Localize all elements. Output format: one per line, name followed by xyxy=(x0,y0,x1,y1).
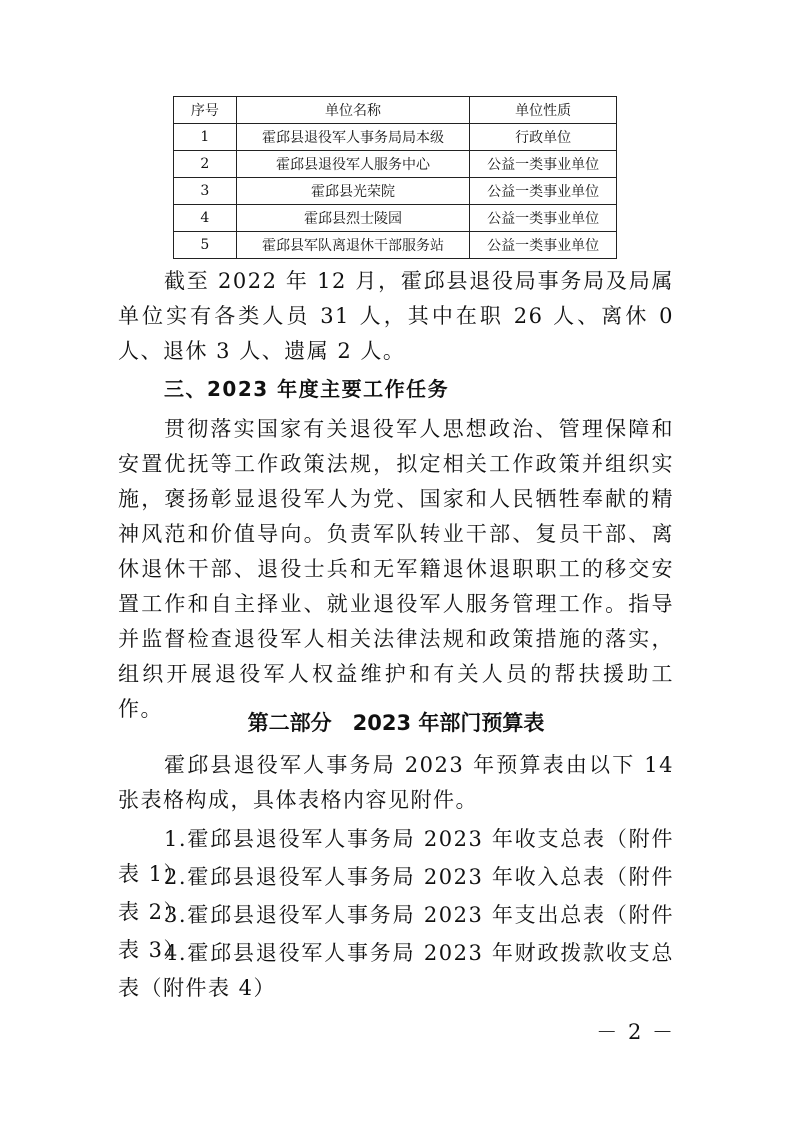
section3-heading: 三、2023 年度主要工作任务 xyxy=(164,377,450,401)
table-row xyxy=(174,205,617,232)
list-item: 4.霍邱县退役军人事务局 2023 年财政拨款收支总表（附件表 4） xyxy=(118,941,674,1000)
cell-unit-type: 公益一类事业单位 xyxy=(470,151,617,178)
cell-unit-type: 公益一类事业单位 xyxy=(470,232,617,259)
part2-intro: 霍邱县退役军人事务局 2023 年预算表由以下 14 张表格构成，具体表格内容见附件。 xyxy=(118,753,674,812)
table-row xyxy=(174,151,617,178)
staff-paragraph: 截至 2022 年 12 月，霍邱县退役局事务局及局属单位实有各类人员 31 人，其中在职 26 人、离休 0 人、退休 3 人、遗属 2 人。 xyxy=(118,269,674,363)
list-item: 2.霍邱县退役军人事务局 2023 年收入总表（附件表 2） xyxy=(118,865,674,924)
cell-index: 2 xyxy=(174,151,237,178)
section3-paragraph: 贯彻落实国家有关退役军人思想政治、管理保障和安置优抚等工作政策法规，拟定相关工作政策并组织实施，褒扬彰显退役军人为党、国家和人民牺牲奉献的精神风范和价值导向。负责军队转业干部、复员干部、离休退休干部、退役士兵和无军籍退休退职职工的移交安置工作和自主择业、就业退役军人服务管理工作。指导并监督检查退役军人相关法律法规和政策措施的落实，组织开展退役军人权益维护和有关人员的帮扶援助工作。 xyxy=(118,417,674,721)
cell-index: 4 xyxy=(174,205,237,232)
cell-unit-name: 霍邱县烈士陵园 xyxy=(236,205,470,232)
unit-table xyxy=(173,96,617,259)
cell-index: 3 xyxy=(174,178,237,205)
list-item: 3.霍邱县退役军人事务局 2023 年支出总表（附件表 3） xyxy=(118,903,674,962)
list-item: 1.霍邱县退役军人事务局 2023 年收支总表（附件表 1） xyxy=(118,827,674,886)
cell-unit-type: 公益一类事业单位 xyxy=(470,205,617,232)
cell-unit-name: 霍邱县退役军人事务局局本级 xyxy=(236,124,470,151)
page-number: － 2 － xyxy=(596,1020,675,1044)
table-row xyxy=(174,232,617,259)
cell-unit-type: 公益一类事业单位 xyxy=(470,178,617,205)
cell-index: 5 xyxy=(174,232,237,259)
table-row xyxy=(174,178,617,205)
cell-unit-name: 霍邱县军队离退休干部服务站 xyxy=(236,232,470,259)
header-index: 序号 xyxy=(174,97,237,124)
header-unit-name: 单位名称 xyxy=(236,97,470,124)
cell-unit-name: 霍邱县光荣院 xyxy=(236,178,470,205)
table-header-row xyxy=(174,97,617,124)
cell-unit-type: 行政单位 xyxy=(470,124,617,151)
part2-title: 第二部分 2023 年部门预算表 xyxy=(247,711,545,735)
cell-unit-name: 霍邱县退役军人服务中心 xyxy=(236,151,470,178)
cell-index: 1 xyxy=(174,124,237,151)
table-row xyxy=(174,124,617,151)
header-unit-type: 单位性质 xyxy=(470,97,617,124)
